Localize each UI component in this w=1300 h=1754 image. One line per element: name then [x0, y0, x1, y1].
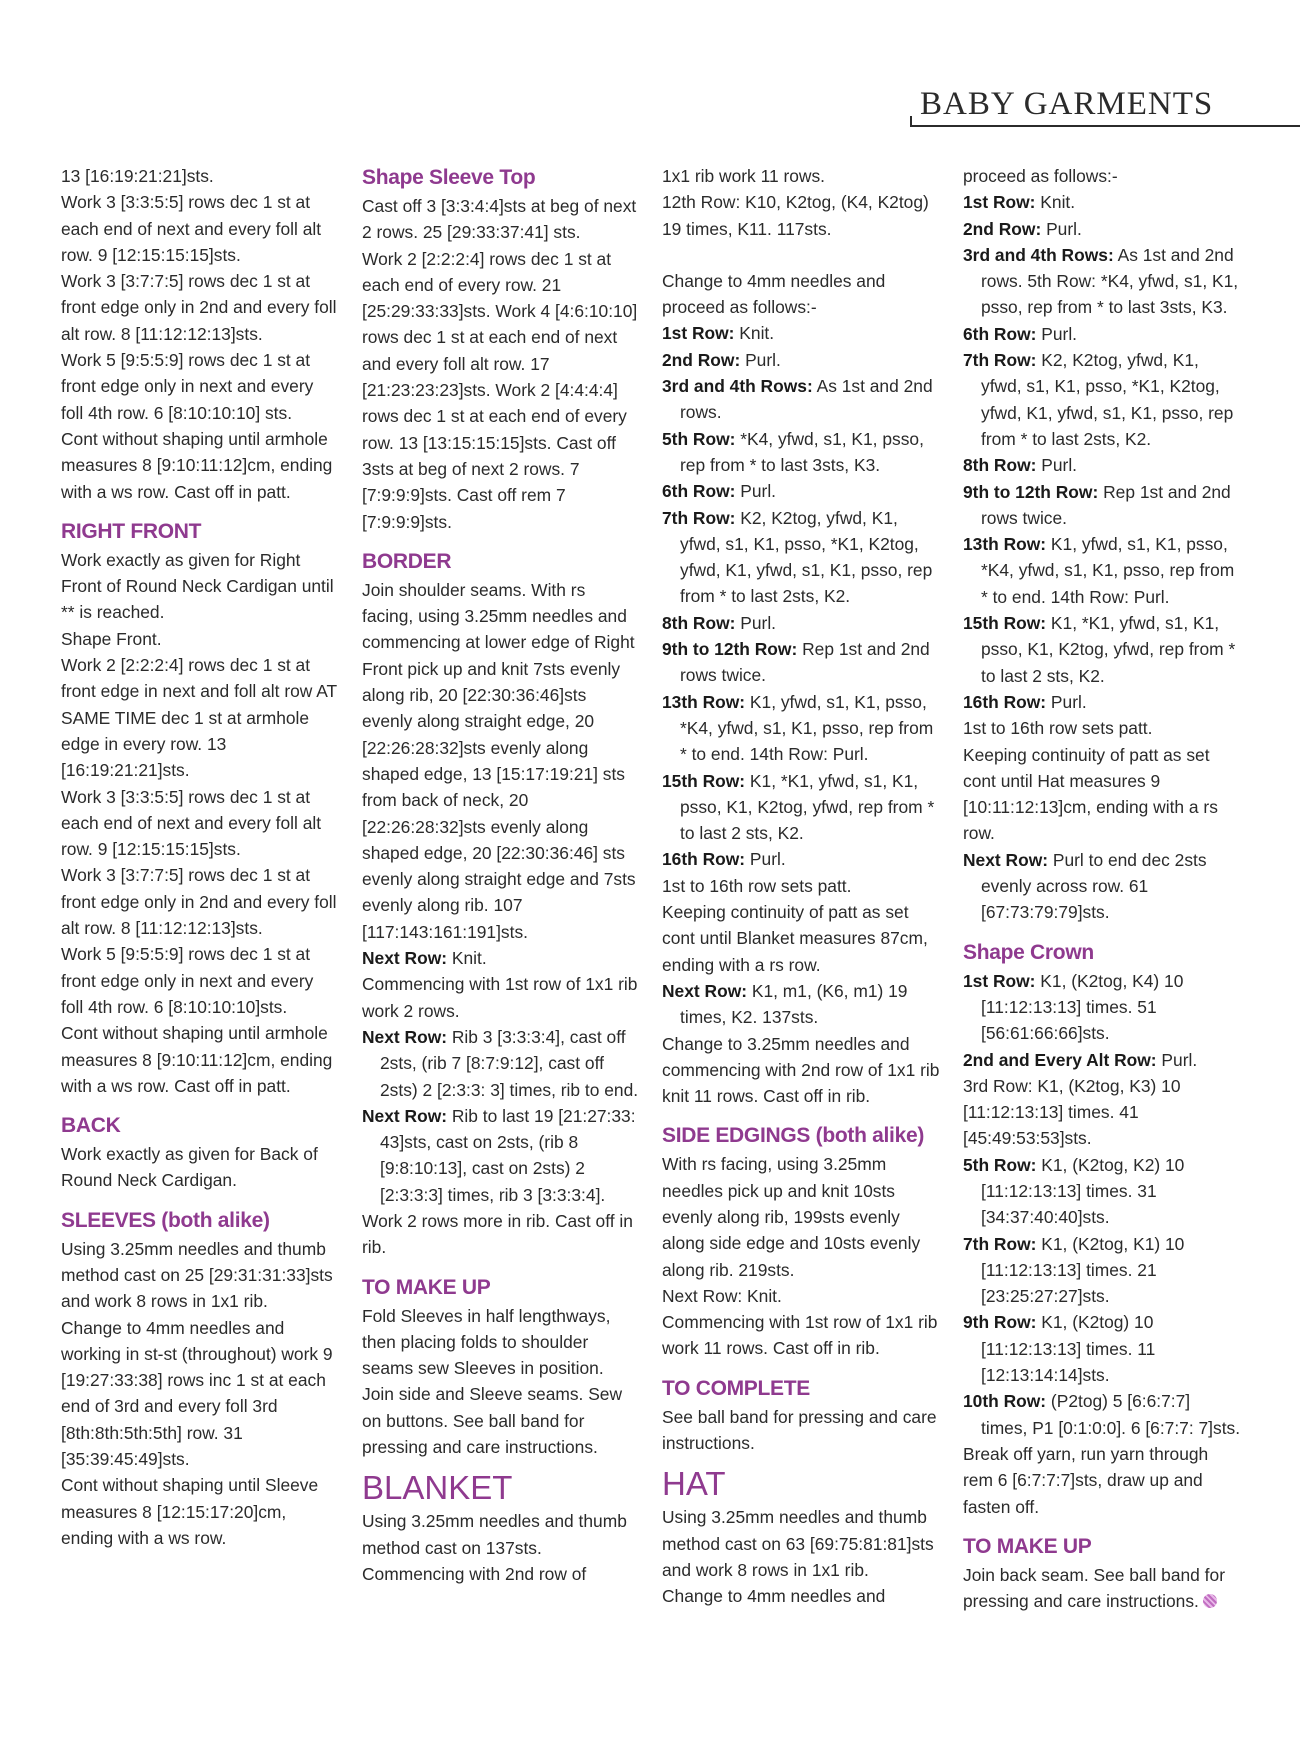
- paragraph: 1st to 16th row sets patt.: [963, 718, 1153, 739]
- yarn-ball-icon: [1203, 1594, 1217, 1608]
- paragraph: With rs facing, using 3.25mm needles pick up and knit 10sts evenly along rib, 199sts evenly along side edge and 10sts evenly along rib. 219sts.: [662, 1154, 921, 1280]
- paragraph: Change to 4mm needles and proceed as follows:-: [662, 270, 886, 318]
- pattern-row: [662, 373, 940, 426]
- row-text: *K4, yfwd, s1, K1, psso, rep from * to last 3sts, K3.: [680, 428, 924, 475]
- paragraph: [963, 1562, 1241, 1615]
- row-text: Purl.: [1046, 691, 1087, 712]
- pattern-row: [362, 1024, 640, 1103]
- pattern-row: [362, 945, 640, 971]
- row-text: Purl.: [1036, 323, 1078, 344]
- row-text: As 1st and 2nd rows. 5th Row: *K4, yfwd, s1, K1, psso, rep from * to last 3sts, K3.: [981, 244, 1239, 318]
- paragraph: Commencing with 1st row of 1x1 rib work 2 rows.: [362, 974, 638, 1021]
- pattern-row: [963, 321, 1241, 347]
- row-label: 6th Row:: [662, 481, 736, 502]
- paragraph: 1x1 rib work 11 rows.: [662, 166, 826, 186]
- row-label: 1st Row:: [662, 323, 735, 344]
- row-label: 5th Row:: [963, 1154, 1037, 1175]
- section-heading: RIGHT FRONT: [61, 519, 202, 543]
- column-2: [362, 163, 640, 1587]
- pattern-row: [662, 846, 940, 872]
- paragraph: Work 3 [3:7:7:5] rows dec 1 st at front edge only in 2nd and every foll alt row. 8 [11:12:12:13]sts.: [61, 271, 337, 344]
- row-text: K1, (K2tog) 10 [11:12:13:13] times. 11 [12:13:14:14]sts.: [981, 1312, 1156, 1386]
- row-text: Knit.: [1035, 192, 1076, 213]
- paragraph: 13 [16:19:21:21]sts.: [61, 166, 214, 186]
- column-3: [662, 163, 940, 1610]
- paragraph: Cast off 3 [3:3:4:4]sts at beg of next 2 rows. 25 [29:33:37:41] sts.: [362, 196, 637, 243]
- paragraph: Cont without shaping until armhole measures 8 [9:10:11:12]cm, ending with a ws row. Cast off in patt.: [61, 1023, 333, 1096]
- pattern-row: [963, 531, 1241, 610]
- row-label: Next Row:: [963, 849, 1049, 870]
- row-label: 6th Row:: [963, 323, 1037, 344]
- paragraph: Work exactly as given for Right Front of Round Neck Cardigan until ** is reached.: [61, 549, 334, 623]
- pattern-row: [662, 768, 940, 847]
- column-4: [963, 163, 1241, 1614]
- paragraph: Using 3.25mm needles and thumb method cast on 25 [29:31:31:33]sts and work 8 rows in 1x1 rib.: [61, 1238, 333, 1312]
- row-label: 3rd and 4th Rows:: [662, 376, 813, 397]
- paragraph-text: Join back seam. See ball band for pressing and care instructions.: [963, 1564, 1225, 1612]
- pattern-row: [662, 636, 940, 689]
- paragraph: Work 3 [3:7:7:5] rows dec 1 st at front edge only in 2nd and every foll alt row. 8 [11:12:12:13]sts.: [61, 865, 337, 939]
- row-label: 13th Row:: [662, 691, 746, 712]
- row-text: Purl.: [735, 612, 777, 633]
- paragraph: Work 2 [2:2:2:4] rows dec 1 st at each end of every row. 21 [25:29:33:33]sts. Work 4 [4:6:10:10] rows dec 1 st at each end of next and every foll alt row. 17 [21:23:23:23]sts. Work 2 [4:4:4:4] rows dec 1 st at each end of every row. 13 [13:15:15:15]sts. Cast off 3sts at beg of next 2 rows. 7 [7:9:9:9]sts. Cast off rem 7 [7:9:9:9]sts.: [362, 248, 638, 532]
- row-label: 7th Row:: [963, 1233, 1037, 1254]
- section-heading: TO MAKE UP: [963, 1534, 1092, 1558]
- pattern-row: [963, 1309, 1241, 1388]
- pattern-row: [963, 347, 1241, 452]
- row-text: Rep 1st and 2nd rows twice.: [680, 639, 930, 686]
- pattern-row: [662, 478, 940, 504]
- paragraph: 12th Row: K10, K2tog, (K4, K2tog) 19 times, K11. 117sts.: [662, 192, 929, 239]
- pattern-row: [662, 426, 940, 479]
- section-heading: HAT: [662, 1465, 726, 1503]
- pattern-row: [963, 189, 1241, 215]
- section-heading: Shape Crown: [963, 940, 1094, 964]
- row-text: K1, (K2tog, K4) 10 [11:12:13:13] times. 51 [56:61:66:66]sts.: [981, 970, 1184, 1044]
- section-heading: Shape Sleeve Top: [362, 166, 536, 189]
- paragraph: Work 5 [9:5:5:9] rows dec 1 st at front edge only in next and every foll 4th row. 6 [8:10:10:10] sts.: [61, 350, 314, 423]
- row-text: Knit.: [734, 323, 775, 344]
- row-text: Rib 3 [3:3:3:4], cast off 2sts, (rib 7 [8:7:9:12], cast off 2sts) 2 [2:3:3: 3] times, rib to end.: [380, 1026, 639, 1100]
- row-label: 15th Row:: [662, 770, 746, 791]
- paragraph: Join shoulder seams. With rs facing, using 3.25mm needles and commencing at lower edge of Right Front pick up and knit 7sts evenly along rib, 20 [22:30:36:46]sts evenly along straight edge, 20 [22:26:28:32]sts evenly along shaped edge, 13 [15:17:19:21] sts from back of neck, 20 [22:26:28:32]sts evenly along shaped edge, 20 [22:30:36:46] sts evenly along straight edge and 7sts evenly along rib. 107 [117:143:161:191]sts.: [362, 579, 636, 942]
- row-label: 15th Row:: [963, 613, 1047, 634]
- row-label: 8th Row:: [662, 612, 736, 633]
- paragraph: Cont without shaping until armhole measures 8 [9:10:11:12]cm, ending with a ws row. Cast off in patt.: [61, 428, 333, 502]
- row-label: 7th Row:: [963, 350, 1037, 371]
- pattern-row: [362, 1103, 640, 1208]
- page-header: [910, 86, 1300, 126]
- row-text: K2, K2tog, yfwd, K1, yfwd, s1, K1, psso, *K1, K2tog, yfwd, K1, yfwd, s1, K1, psso, rep from * to last 2sts, K2.: [680, 507, 933, 607]
- paragraph: Change to 4mm needles and: [662, 1586, 886, 1607]
- pattern-row: [963, 242, 1241, 321]
- row-text: Purl.: [745, 849, 786, 870]
- row-text: Knit.: [447, 948, 487, 969]
- row-label: 9th Row:: [963, 1312, 1037, 1333]
- row-label: 9th to 12th Row:: [963, 481, 1099, 502]
- paragraph: Work 2 rows more in rib. Cast off in rib.: [362, 1210, 633, 1258]
- paragraph: Fold Sleeves in half lengthways, then placing folds to shoulder seams sew Sleeves in position. Join side and Sleeve seams. Sew on buttons. See ball band for pressing and care instructions.: [362, 1305, 623, 1458]
- pattern-row: [963, 452, 1241, 478]
- row-text: K1, m1, (K6, m1) 19 times, K2. 137sts.: [680, 980, 908, 1028]
- paragraph: proceed as follows:-: [963, 166, 1118, 186]
- paragraph: 1st to 16th row sets patt.: [662, 875, 852, 896]
- paragraph: See ball band for pressing and care instructions.: [662, 1406, 937, 1454]
- paragraph: Cont without shaping until Sleeve measures 8 [12:15:17:20]cm, ending with a ws row.: [61, 1475, 319, 1548]
- pattern-row: [662, 320, 940, 346]
- paragraph: 3rd Row: K1, (K2tog, K3) 10 [11:12:13:13] times. 41 [45:49:53:53]sts.: [963, 1075, 1181, 1149]
- row-label: Next Row:: [362, 1105, 448, 1126]
- row-text: Purl.: [1156, 1049, 1198, 1070]
- row-label: 2nd Row:: [963, 218, 1042, 239]
- row-label: 3rd and 4th Rows:: [963, 244, 1114, 265]
- pattern-row: [662, 505, 940, 610]
- section-heading: SLEEVES (both alike): [61, 1208, 270, 1232]
- row-text: Purl.: [735, 481, 777, 502]
- section-heading: BORDER: [362, 549, 452, 573]
- paragraph: Change to 3.25mm needles and commencing with 2nd row of 1x1 rib knit 11 rows. Cast off in rib.: [662, 1033, 940, 1107]
- pattern-row: [963, 1047, 1241, 1073]
- paragraph: Keeping continuity of patt as set cont until Hat measures 9 [10:11:12:13]cm, ending with a rs row.: [963, 744, 1218, 844]
- row-label: 16th Row:: [662, 849, 746, 870]
- paragraph: Work 2 [2:2:2:4] rows dec 1 st at front edge in next and foll alt row AT SAME TIME dec 1 st at armhole edge in every row. 13 [16:19:21:21]sts.: [61, 655, 337, 781]
- row-text: K1, (K2tog, K1) 10 [11:12:13:13] times. 21 [23:25:27:27]sts.: [981, 1233, 1185, 1307]
- row-label: 9th to 12th Row:: [662, 639, 798, 660]
- pattern-row: [963, 1152, 1241, 1231]
- header-rule-tick: [910, 116, 912, 127]
- pattern-row: [963, 216, 1241, 242]
- row-text: K1, yfwd, s1, K1, psso, *K4, yfwd, s1, K1, psso, rep from * to end. 14th Row: Purl.: [680, 691, 934, 765]
- row-label: 13th Row:: [963, 534, 1047, 555]
- paragraph: Work 3 [3:3:5:5] rows dec 1 st at each end of next and every foll alt row. 9 [12:15:15:15]sts.: [61, 786, 322, 860]
- pattern-row: [963, 847, 1241, 926]
- row-text: Purl.: [1041, 218, 1082, 239]
- pattern-row: [963, 689, 1241, 715]
- paragraph: Work 3 [3:3:5:5] rows dec 1 st at each end of next and every foll alt row. 9 [12:15:15:15]sts.: [61, 192, 322, 265]
- row-text: K1, *K1, yfwd, s1, K1, psso, K1, K2tog, yfwd, rep from * to last 2 sts, K2.: [680, 770, 935, 844]
- row-text: Purl.: [1036, 455, 1078, 476]
- row-text: K1, *K1, yfwd, s1, K1, psso, K1, K2tog, yfwd, rep from * to last 2 sts, K2.: [981, 613, 1236, 686]
- section-heading: TO COMPLETE: [662, 1376, 810, 1400]
- paragraph: Keeping continuity of patt as set cont until Blanket measures 87cm, ending with a rs row.: [662, 902, 928, 975]
- section-heading: TO MAKE UP: [362, 1275, 491, 1299]
- column-1: [61, 163, 339, 1551]
- row-text: Rib to last 19 [21:27:33: 43]sts, cast on 2sts, (rib 8 [9:8:10:13], cast on 2sts) 2 [2:3:3:3] times, rib 3 [3:3:3:4].: [380, 1105, 636, 1205]
- paragraph: Shape Front.: [61, 628, 162, 649]
- section-heading: SIDE EDGINGS (both alike): [662, 1124, 925, 1148]
- pattern-row: [963, 968, 1241, 1047]
- paragraph: Using 3.25mm needles and thumb method cast on 137sts. Commencing with 2nd row of: [362, 1511, 627, 1584]
- row-text: Purl.: [740, 349, 781, 370]
- row-label: 2nd and Every Alt Row:: [963, 1049, 1157, 1070]
- section-title: BABY GARMENTS: [920, 86, 1214, 122]
- pattern-row: [963, 1388, 1241, 1441]
- pattern-row: [963, 610, 1241, 689]
- paragraph: Commencing with 1st row of 1x1 rib work 11 rows. Cast off in rib.: [662, 1312, 938, 1359]
- paragraph: Next Row: Knit.: [662, 1285, 782, 1306]
- pattern-row: [963, 479, 1241, 532]
- paragraph: Work exactly as given for Back of Round Neck Cardigan.: [61, 1144, 318, 1191]
- row-label: 2nd Row:: [662, 349, 741, 370]
- row-text: As 1st and 2nd rows.: [680, 376, 933, 423]
- row-text: Rep 1st and 2nd rows twice.: [981, 481, 1231, 528]
- section-heading: BLANKET: [362, 1469, 513, 1507]
- row-text: Purl to end dec 2sts evenly across row. 61 [67:73:79:79]sts.: [981, 849, 1207, 923]
- pattern-row: [662, 978, 940, 1031]
- paragraph: Break off yarn, run yarn through rem 6 [6:7:7:7]sts, draw up and fasten off.: [963, 1443, 1209, 1517]
- row-text: K1, yfwd, s1, K1, psso, *K4, yfwd, s1, K1, psso, rep from * to end. 14th Row: Purl.: [981, 534, 1235, 607]
- row-text: K1, (K2tog, K2) 10 [11:12:13:13] times. 31 [34:37:40:40]sts.: [981, 1154, 1185, 1228]
- row-label: 8th Row:: [963, 455, 1037, 476]
- row-label: Next Row:: [362, 948, 448, 969]
- row-label: 1st Row:: [963, 192, 1036, 213]
- section-heading: BACK: [61, 1114, 121, 1138]
- header-rule: [910, 125, 1300, 127]
- row-label: 5th Row:: [662, 428, 736, 449]
- paragraph: Using 3.25mm needles and thumb method cast on 63 [69:75:81:81]sts and work 8 rows in 1x1 rib.: [662, 1507, 934, 1580]
- row-label: 16th Row:: [963, 691, 1047, 712]
- pattern-row: [963, 1231, 1241, 1310]
- row-text: (P2tog) 5 [6:6:7:7] times, P1 [0:1:0:0]. 6 [6:7:7: 7]sts.: [981, 1391, 1241, 1438]
- row-label: Next Row:: [662, 980, 748, 1001]
- spacer: [662, 242, 940, 268]
- pattern-row: [662, 689, 940, 768]
- paragraph: Change to 4mm needles and working in st-st (throughout) work 9 [19:27:33:38] rows inc 1 st at each end of 3rd and every foll 3rd [8th:8th:5th:5th] row. 31 [35:39:45:49]sts.: [61, 1317, 333, 1470]
- row-label: Next Row:: [362, 1026, 448, 1047]
- pattern-row: [662, 610, 940, 636]
- paragraph: Work 5 [9:5:5:9] rows dec 1 st at front edge only in next and every foll 4th row. 6 [8:10:10:10]sts.: [61, 944, 314, 1017]
- row-label: 1st Row:: [963, 970, 1036, 991]
- pattern-row: [662, 347, 940, 373]
- row-label: 10th Row:: [963, 1391, 1047, 1412]
- row-text: K2, K2tog, yfwd, K1, yfwd, s1, K1, psso, *K1, K2tog, yfwd, K1, yfwd, s1, K1, psso, rep from * to last 2sts, K2.: [981, 350, 1234, 449]
- row-label: 7th Row:: [662, 507, 736, 528]
